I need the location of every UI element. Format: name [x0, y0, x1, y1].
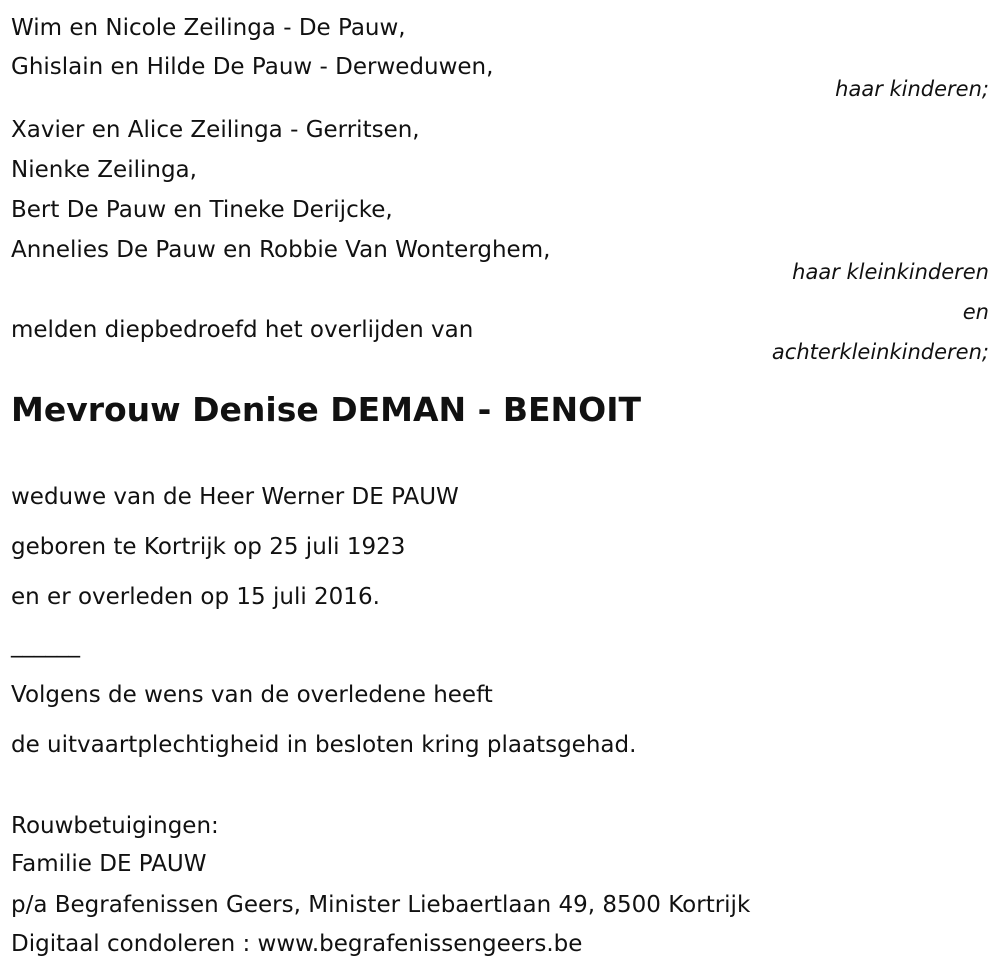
- grandchild-line-1: Xavier en Alice Zeilinga - Gerritsen,: [11, 117, 420, 143]
- detail-widow: weduwe van de Heer Werner DE PAUW: [11, 484, 459, 510]
- grandchild-line-4: Annelies De Pauw en Robbie Van Wonterghem,: [11, 237, 551, 263]
- children-role: haar kinderen;: [835, 77, 989, 101]
- online-condolence: Digitaal condoleren : www.begrafenissengeers.be: [11, 931, 583, 957]
- grandchildren-role-3: achterkleinkinderen;: [771, 340, 989, 364]
- grandchild-line-3: Bert De Pauw en Tineke Derijcke,: [11, 197, 393, 223]
- grandchild-line-2: Nienke Zeilinga,: [11, 157, 197, 183]
- postal-address: p/a Begrafenissen Geers, Minister Liebaertlaan 49, 8500 Kortrijk: [11, 892, 751, 918]
- announcement: melden diepbedroefd het overlijden van: [11, 317, 474, 343]
- separator: ______: [11, 632, 80, 658]
- detail-died: en er overleden op 15 juli 2016.: [11, 584, 380, 610]
- detail-born: geboren te Kortrijk op 25 juli 1923: [11, 534, 406, 560]
- deceased-name: Mevrouw Denise DEMAN - BENOIT: [11, 390, 641, 429]
- family-name: Familie DE PAUW: [11, 851, 207, 877]
- child-line-1: Wim en Nicole Zeilinga - De Pauw,: [11, 15, 406, 41]
- funeral-note-2: de uitvaartplechtigheid in besloten kring plaatsgehad.: [11, 732, 637, 758]
- grandchildren-role-2: en: [962, 300, 989, 324]
- child-line-2: Ghislain en Hilde De Pauw - Derweduwen,: [11, 54, 494, 80]
- funeral-note-1: Volgens de wens van de overledene heeft: [11, 682, 493, 708]
- grandchildren-role-1: haar kleinkinderen: [792, 260, 989, 284]
- condolence-heading: Rouwbetuigingen:: [11, 813, 219, 839]
